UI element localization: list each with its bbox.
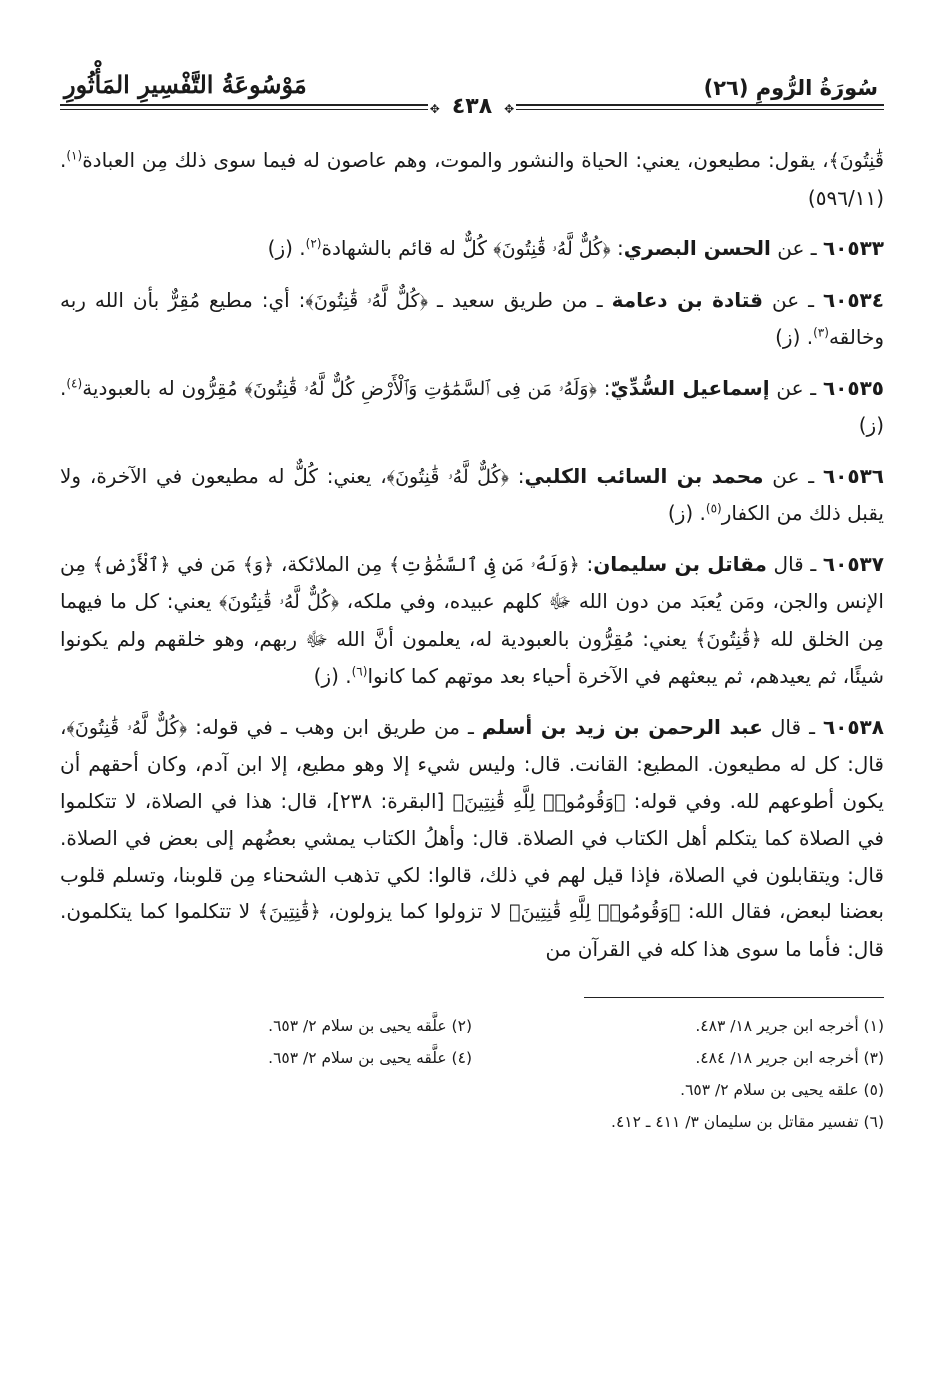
quran-quote: ﴿وَلَهُۥ مَن فِى ٱلسَّمَٰوَٰتِ وَٱلْأَرْضِ كُلٌّ لَّهُۥ قَٰنِتُونَ﴾ xyxy=(244,377,597,400)
quran-quote: ﴿وَقُومُوا۟ لِلَّهِ قَٰنِتِينَ﴾ xyxy=(452,790,626,813)
entry-text: ، يقول: مطيعون، يعني: الحياة والنشور والموت، وهم عاصون له فيما سوى ذلك مِن العبادة xyxy=(82,148,829,172)
entry-text: ـ عن xyxy=(769,375,823,400)
page-number-wrap xyxy=(60,94,884,119)
quran-quote: ﴿كُلٌّ لَّهُۥ قَٰنِتُونَ﴾ xyxy=(493,238,611,260)
footnote-6: (٦) تفسير مقاتل بن سليمان ٣/ ٤١١ ـ ٤١٢. xyxy=(611,1113,884,1131)
footnote-ref: (٥) xyxy=(705,501,722,516)
entry-text: : xyxy=(508,463,525,488)
entry-continuation xyxy=(60,142,884,216)
entry-60533 xyxy=(60,230,884,268)
entry-text: : xyxy=(579,551,594,576)
entry-number: ٦٠٥٣٣ xyxy=(822,236,884,260)
footnote-ref: (١) xyxy=(66,148,83,163)
quran-quote: قَٰنِتُونَ﴾ xyxy=(828,150,884,172)
quran-quote: ﴿كُلٌّ لَّهُۥ قَٰنِتُونَ﴾ xyxy=(305,289,429,312)
quran-quote: ﴿قَٰنِتِينَ﴾ xyxy=(257,901,321,923)
entry-60538 xyxy=(60,709,884,968)
footnote-row xyxy=(60,1042,884,1074)
entry-text: يعني: مُقِرُّون بالعبودية له، يعلمون أنَّ الله ﷻ ربهم، وهو خلقهم ولم يكونوا شيئًا، ثم يعيدهم، ثم يبعثهم في الآخرة أحياء بعد موتهم كما كانوا xyxy=(60,626,884,688)
entry-text: مِن الملائكة، xyxy=(274,551,390,576)
narrator-name: الحسن البصري xyxy=(623,236,771,260)
ornament-icon: ✥ xyxy=(429,102,440,116)
narrator-name: محمد بن السائب الكلبي xyxy=(524,463,764,488)
quran-quote: ﴿قَٰنِتُونَ﴾ xyxy=(695,628,762,651)
quran-quote: ﴿ٱلْأَرْضِ﴾ xyxy=(92,553,171,576)
footnote-2: (٢) علَّقه يحيى بن سلام ٢/ ٦٥٣. xyxy=(268,1017,472,1035)
entry-text: ـ عن xyxy=(763,463,823,488)
entry-text: . (ز) xyxy=(313,664,352,688)
footnote-1: (١) أخرجه ابن جرير ١٨/ ٤٨٣. xyxy=(695,1017,884,1035)
entry-number: ٦٠٥٣٦ xyxy=(822,463,884,488)
entry-text: مِن الإنس والجن، ومَن يُعبَد من دون الله ﷻ كلهم عبيده، وفي ملكه، xyxy=(60,551,884,613)
footnote-4: (٤) علَّقه يحيى بن سلام ٢/ ٦٥٣. xyxy=(268,1049,472,1067)
narrator-name: مقاتل بن سليمان xyxy=(593,551,767,576)
quran-quote: ﴿كُلٌّ لَّهُۥ قَٰنِتُونَ﴾ xyxy=(66,716,188,739)
narrator-name: إسماعيل السُّدِّيّ xyxy=(610,375,770,400)
entry-text: لا تزولوا كما يزولون، xyxy=(320,899,510,923)
entry-text: . (ز) xyxy=(667,501,706,525)
entry-text: . (ز) xyxy=(60,375,884,437)
entry-text: ، قال: كل له مطيعون. المطيع: القانت. قال: وليس شيء إلا وهو مطيع، إلا ابن آدم، وكان أحقهم أن يكون أطوعهم لله. وفي قوله: xyxy=(60,714,884,813)
footnote-5: (٥) علقه يحيى بن سلام ٢/ ٦٥٣. xyxy=(680,1081,884,1099)
entry-text: [البقرة: ٢٣٨]، قال: هذا في الصلاة، لا تتكلموا في الصلاة كما يتكلم أهل الكتاب في الصلاة. قال: وأهلُ الكتاب يمشي بعضُهم إلى بعض في الصلاة. قال: ويتقابلون في الصلاة، فإذا قيل لهم في ذلك، قالوا: لكي تذهب الشحناء مِن قلوبنا، وتسلم قلوب بعضنا لبعض، فقال الله: xyxy=(60,788,884,923)
entry-text: . (٥٩٦/١١) xyxy=(60,148,884,210)
entry-text: كُلٌّ له قائم بالشهادة xyxy=(321,236,494,260)
entry-60534 xyxy=(60,282,884,356)
quran-quote: ﴿وَ﴾ xyxy=(242,553,275,576)
entry-text: : أي: مطيع مُقِرٌّ بأن الله ربه وخالقه xyxy=(60,287,884,349)
quran-quote: ﴿كُلٌّ لَّهُۥ قَٰنِتُونَ﴾ xyxy=(386,465,509,488)
entry-number: ٦٠٥٣٥ xyxy=(822,375,884,400)
entry-number: ٦٠٥٣٤ xyxy=(822,287,884,312)
entry-text: لا تتكلموا كما يتكلمون. قال: فأما ما سوى هذا كله في القرآن من xyxy=(60,899,884,961)
surah-header: سُورَةُ الرُّومِ (٢٦) xyxy=(703,76,878,100)
narrator-name: قتادة بن دعامة xyxy=(611,287,764,312)
entry-60535 xyxy=(60,370,884,444)
entry-text: : xyxy=(610,236,624,260)
entry-text: . (ز) xyxy=(267,236,306,260)
footnote-row xyxy=(60,1074,884,1106)
entry-number: ٦٠٥٣٨ xyxy=(822,714,884,739)
footnote-ref: (٤) xyxy=(66,375,83,390)
book-title: مَوْسُوعَةُ التَّفْسِيرِ المَأْثُورِ xyxy=(64,70,307,99)
footnote-ref: (٦) xyxy=(351,664,368,679)
footnote-ref: (٣) xyxy=(813,325,829,340)
entry-text: ـ من طريق سعيد ـ xyxy=(428,287,612,312)
page-header xyxy=(60,60,884,119)
entry-text: ـ عن xyxy=(770,236,823,260)
quran-quote: ﴿وَقُومُوا۟ لِلَّهِ قَٰنِتِينَ﴾ xyxy=(509,901,681,923)
entry-text: ـ من طريق ابن وهب ـ في قوله: xyxy=(187,714,482,739)
entry-number: ٦٠٥٣٧ xyxy=(822,551,884,576)
entry-text: ـ قال xyxy=(762,714,823,739)
footnote-3: (٣) أخرجه ابن جرير ١٨/ ٤٨٤. xyxy=(695,1049,884,1067)
quran-quote: ﴿كُلٌّ لَّهُۥ قَٰنِتُونَ﴾ xyxy=(219,591,339,613)
footnote-ref: (٢) xyxy=(305,236,322,251)
ornament-icon: ✥ xyxy=(504,102,515,116)
narrator-name: عبد الرحمن بن زيد بن أسلم xyxy=(481,714,763,739)
entry-text: ـ قال xyxy=(766,551,823,576)
entry-text: ، يعني: كُلٌّ له مطيعون في الآخرة، ولا يقبل ذلك من الكفار xyxy=(60,463,884,525)
book-page xyxy=(60,60,884,1138)
entry-text: يعني: كل ما فيهما مِن الخلق لله xyxy=(60,589,884,651)
footnote-divider xyxy=(584,997,884,998)
footnotes xyxy=(60,1010,884,1138)
entry-text: ـ عن xyxy=(763,287,823,312)
footnote-row xyxy=(60,1010,884,1042)
page-number: ٤٣٨ xyxy=(442,94,502,119)
entry-text: مَن في xyxy=(170,551,243,576)
footnote-row xyxy=(60,1106,884,1138)
entry-text: . (ز) xyxy=(775,325,814,349)
entry-60537 xyxy=(60,546,884,695)
entry-60536 xyxy=(60,458,884,532)
entry-text: مُقِرُّون له بالعبودية xyxy=(82,375,245,400)
entry-text: : xyxy=(596,375,611,400)
quran-quote: ﴿وَلَهُۥ مَن فِى ٱلسَّمَٰوَٰتِ﴾ xyxy=(389,553,580,576)
